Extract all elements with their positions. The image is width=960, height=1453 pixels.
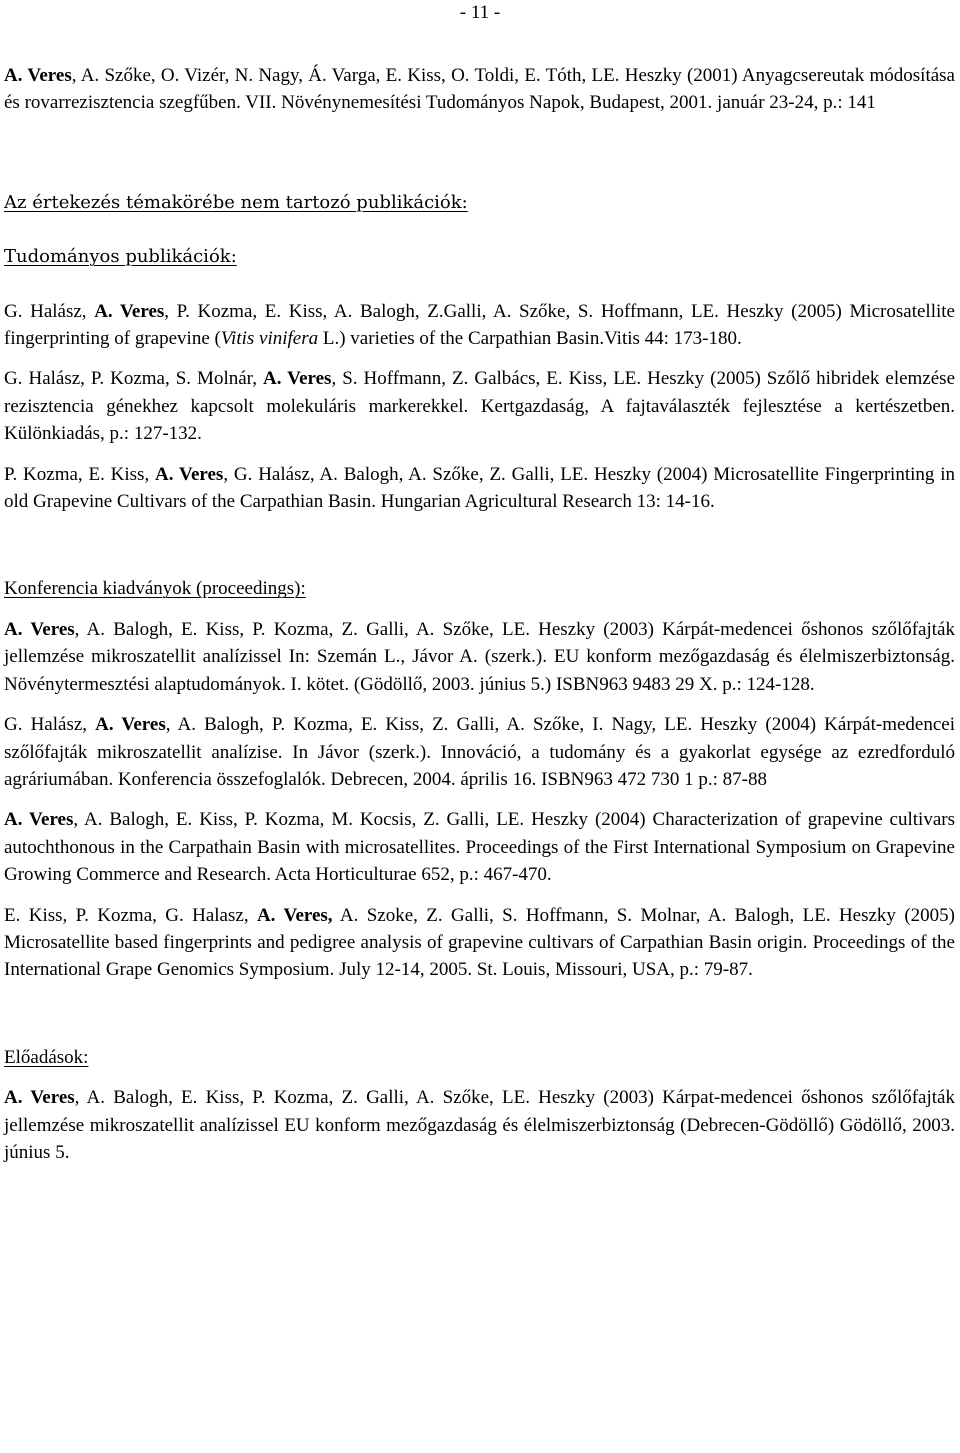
citation-text: , S. Hoffmann, Z. Galbács, E. Kiss, LE. Heszky (2005) Szőlő hibridek elemzése rezisztencia génekhez kapcsolt molekuláris markerekkel. Kertgazdaság, A fajtaválaszték fejlesztése a kertészetben. Különkiadás, p.: 127-132. bbox=[4, 368, 955, 445]
citation-text: , P. Kozma, E. Kiss, A. Balogh, Z.Galli, A. Szőke, S. Hoffmann, LE. Heszky (2005) Microsatellite fingerprinting of grapevine ( bbox=[4, 300, 955, 350]
section-heading-talks: Előadások: bbox=[4, 1046, 89, 1068]
citation-entry bbox=[4, 298, 955, 353]
citation-text: G. Halász, P. Kozma, S. Molnár, bbox=[4, 368, 263, 390]
citation-entry bbox=[4, 616, 955, 698]
citation-text: , A. Balogh, E. Kiss, P. Kozma, Z. Galli, A. Szőke, LE. Heszky (2003) Kárpát-medencei őshonos szőlőfajták jellemzése mikroszatellit analízissel In: Szemán L., Jávor A. (szerk.). EU konform mezőgazdaság és élelmiszerbiztonság. Növénytermesztési alaptudományok. I. kötet. (Gödöllő, 2003. június 5.) ISBN963 9483 29 X. p.: 124-128. bbox=[4, 618, 955, 695]
author-highlight: A. Veres bbox=[4, 65, 72, 86]
author-highlight: A. Veres bbox=[4, 809, 74, 831]
author-highlight: A. Veres bbox=[94, 300, 165, 322]
subheading-scientific-publications: Tudományos publikációk: bbox=[4, 246, 237, 268]
citation-text: , A. Balogh, E. Kiss, P. Kozma, M. Kocsis, Z. Galli, LE. Heszky (2004) Characterization of grapevine cultivars autochthonous in the Carpathain Basin with microsatellites. Proceedings of the First International Symposium on Grapevine Growing Commerce and Research. Acta Horticulturae 652, p.: 467-470. bbox=[4, 809, 955, 886]
author-highlight: A. Veres bbox=[95, 714, 166, 736]
page-number: - 11 - bbox=[459, 2, 501, 23]
section-heading-other-publications: Az értekezés témakörébe nem tartozó publikációk: bbox=[4, 191, 468, 213]
citation-entry bbox=[4, 62, 955, 117]
pre-entries bbox=[4, 62, 955, 117]
citation-entry bbox=[4, 902, 955, 984]
citation-entry bbox=[4, 711, 955, 793]
citation-entry bbox=[4, 1084, 955, 1166]
author-highlight: A. Veres bbox=[155, 463, 224, 485]
citation-entry bbox=[4, 365, 955, 447]
citation-entry bbox=[4, 461, 955, 516]
citation-text: A. Szoke, Z. Galli, S. Hoffmann, S. Molnar, A. Balogh, LE. Heszky (2005) Microsatellite based fingerprints and pedigree analysis of grapevine cultivars of Carpathian Basin origin. Proceedings of the International Grape Genomics Symposium. July 12-14, 2005. St. Louis, Missouri, USA, p.: 79-87. bbox=[4, 904, 955, 981]
citation-text: L.) varieties of the Carpathian Basin.Vitis 44: 173-180. bbox=[318, 328, 742, 350]
citation-text: , A. Balogh, P. Kozma, E. Kiss, Z. Galli, A. Szőke, I. Nagy, LE. Heszky (2004) Kárpát-medencei szőlőfajták mikroszatellit analízise. In Jávor (szerk.). Innováció, a tudomány és a gyakorlat egysége az ezredforduló agráriumában. Konferencia összefoglalók. Debrecen, 2004. április 16. ISBN963 472 730 1 p.: 87-88 bbox=[4, 714, 955, 790]
citation-text: P. Kozma, E. Kiss, bbox=[4, 463, 156, 485]
section-heading-proceedings: Konferencia kiadványok (proceedings): bbox=[4, 578, 306, 600]
author-highlight: A. Veres bbox=[4, 1087, 75, 1109]
author-highlight: A. Veres, bbox=[256, 904, 333, 926]
species-name: Vitis vinifera bbox=[220, 328, 319, 350]
citation-text: , A. Szőke, O. Vizér, N. Nagy, Á. Varga, E. Kiss, O. Toldi, E. Tóth, LE. Heszky (2001) Anyagcsereutak módosítása és rovarrezisztencia szegfűben. VII. Növénynemesítési Tudományos Napok, Budapest, 2001. január 23-24, p.: 141 bbox=[4, 65, 955, 114]
author-highlight: A. Veres bbox=[262, 368, 332, 390]
citation-text: , A. Balogh, E. Kiss, P. Kozma, Z. Galli, A. Szőke, LE. Heszky (2003) Kárpat-medencei őshonos szőlőfajták jellemzése mikroszatellit analízissel EU konform mezőgazdaság és élelmiszerbiztonság (Debrecen-Gödöllő) Gödöllő, 2003. június 5. bbox=[4, 1087, 955, 1163]
citation-text: E. Kiss, P. Kozma, G. Halasz, bbox=[4, 904, 257, 926]
document-body bbox=[4, 62, 955, 1166]
citation-entry bbox=[4, 806, 955, 888]
author-highlight: A. Veres bbox=[4, 618, 75, 640]
citation-text: , G. Halász, A. Balogh, A. Szőke, Z. Galli, LE. Heszky (2004) Microsatellite Fingerprinting in old Grapevine Cultivars of the Carpathian Basin. Hungarian Agricultural Research 13: 14-16. bbox=[4, 463, 955, 513]
citation-text: G. Halász, bbox=[4, 714, 96, 736]
citation-text: G. Halász, bbox=[4, 300, 95, 322]
